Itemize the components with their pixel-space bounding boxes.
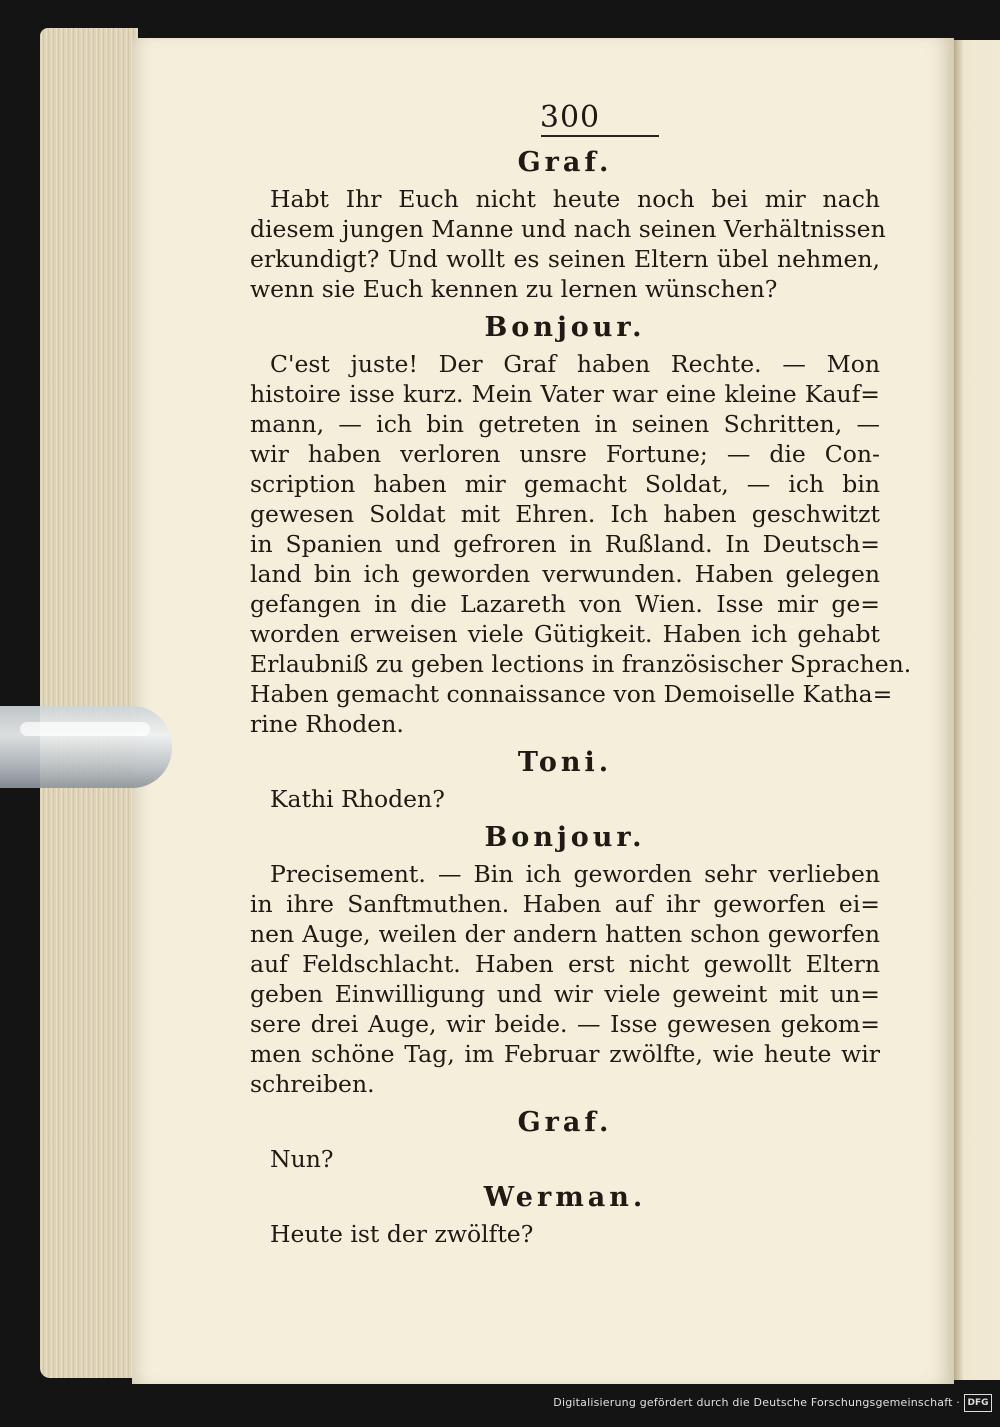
- text-line: in ihre Sanftmuthen. Haben auf ihr geworfen ei=: [250, 890, 880, 918]
- text-line: nen Auge, weilen der andern hatten schon geworfen: [250, 920, 880, 948]
- text-line: rine Rhoden.: [250, 710, 404, 738]
- speech-text: [250, 1144, 880, 1174]
- text-line: diesem jungen Manne und nach seinen Verhältnissen: [250, 215, 886, 243]
- speaker-name: Werman.: [483, 1182, 647, 1213]
- text-line: gefangen in die Lazareth von Wien. Isse mir ge=: [250, 590, 880, 618]
- text-line: Precisement. — Bin ich geworden sehr verlieben: [270, 860, 880, 888]
- speaker-name: Bonjour.: [484, 312, 646, 343]
- text-line: gewesen Soldat mit Ehren. Ich haben geschwitzt: [250, 500, 880, 528]
- speaker-name: Graf.: [517, 147, 613, 178]
- text-line: Habt Ihr Euch nicht heute noch bei mir nach: [270, 185, 880, 213]
- speech-text: [250, 349, 912, 739]
- facing-page-edge: [954, 40, 1000, 1380]
- text-line: sere drei Auge, wir beide. — Isse gewesen gekom=: [250, 1010, 880, 1038]
- text-line: C'est juste! Der Graf haben Rechte. — Mon: [270, 350, 880, 378]
- page-clip-highlight: [20, 722, 150, 736]
- speaker-name: Graf.: [517, 1107, 613, 1138]
- text-line: wenn sie Euch kennen zu lernen wünschen?: [250, 275, 778, 303]
- page-content: [250, 100, 912, 1249]
- speech-text: [250, 184, 886, 304]
- text-line: geben Einwilligung und wir viele geweint mit un=: [250, 980, 880, 1008]
- page-number: 300: [539, 100, 601, 135]
- text-line: in Spanien und gefroren in Rußland. In Deutsch=: [250, 530, 880, 558]
- dialogue-block: [250, 1182, 880, 1249]
- dialogue-block: [250, 312, 912, 739]
- text-line: Nun?: [270, 1145, 334, 1173]
- text-line: scription haben mir gemacht Soldat, — ich bin: [250, 470, 880, 498]
- speech-text: [250, 784, 880, 814]
- text-line: Heute ist der zwölfte?: [270, 1220, 534, 1248]
- page-clip: [0, 706, 172, 788]
- text-line: auf Feldschlacht. Haben erst nicht gewollt Eltern: [250, 950, 880, 978]
- text-line: land bin ich geworden verwunden. Haben gelegen: [250, 560, 880, 588]
- text-line: histoire isse kurz. Mein Vater war eine kleine Kauf=: [250, 380, 880, 408]
- text-line: worden erweisen viele Gütigkeit. Haben ich gehabt: [250, 620, 880, 648]
- speaker-name: Toni.: [517, 747, 613, 778]
- text-line: erkundigt? Und wollt es seinen Eltern übel nehmen,: [250, 245, 880, 273]
- page-edges: [40, 28, 138, 1378]
- speech-text: [250, 859, 880, 1099]
- text-line: Kathi Rhoden?: [270, 785, 445, 813]
- header-rule: [541, 135, 659, 137]
- text-line: mann, — ich bin getreten in seinen Schritten, —: [250, 410, 880, 438]
- dfg-logo-icon: DFG: [964, 1394, 992, 1412]
- speaker-name: Bonjour.: [484, 822, 646, 853]
- text-line: men schöne Tag, im Februar zwölfte, wie heute wir: [250, 1040, 880, 1068]
- text-line: Haben gemacht connaissance von Demoiselle Katha=: [250, 680, 893, 708]
- funding-credit: Digitalisierung gefördert durch die Deutsche Forschungsgemeinschaft ·: [553, 1396, 960, 1409]
- dialogue-block: [250, 747, 880, 814]
- text-line: wir haben verloren unsre Fortune; — die Con-: [250, 440, 880, 468]
- dialogue-block: [250, 822, 880, 1099]
- text-line: Erlaubniß zu geben lections in französischer Sprachen.: [250, 650, 912, 678]
- speech-text: [250, 1219, 880, 1249]
- dialogue-block: [250, 147, 886, 304]
- text-line: schreiben.: [250, 1070, 375, 1098]
- dialogue-block: [250, 1107, 880, 1174]
